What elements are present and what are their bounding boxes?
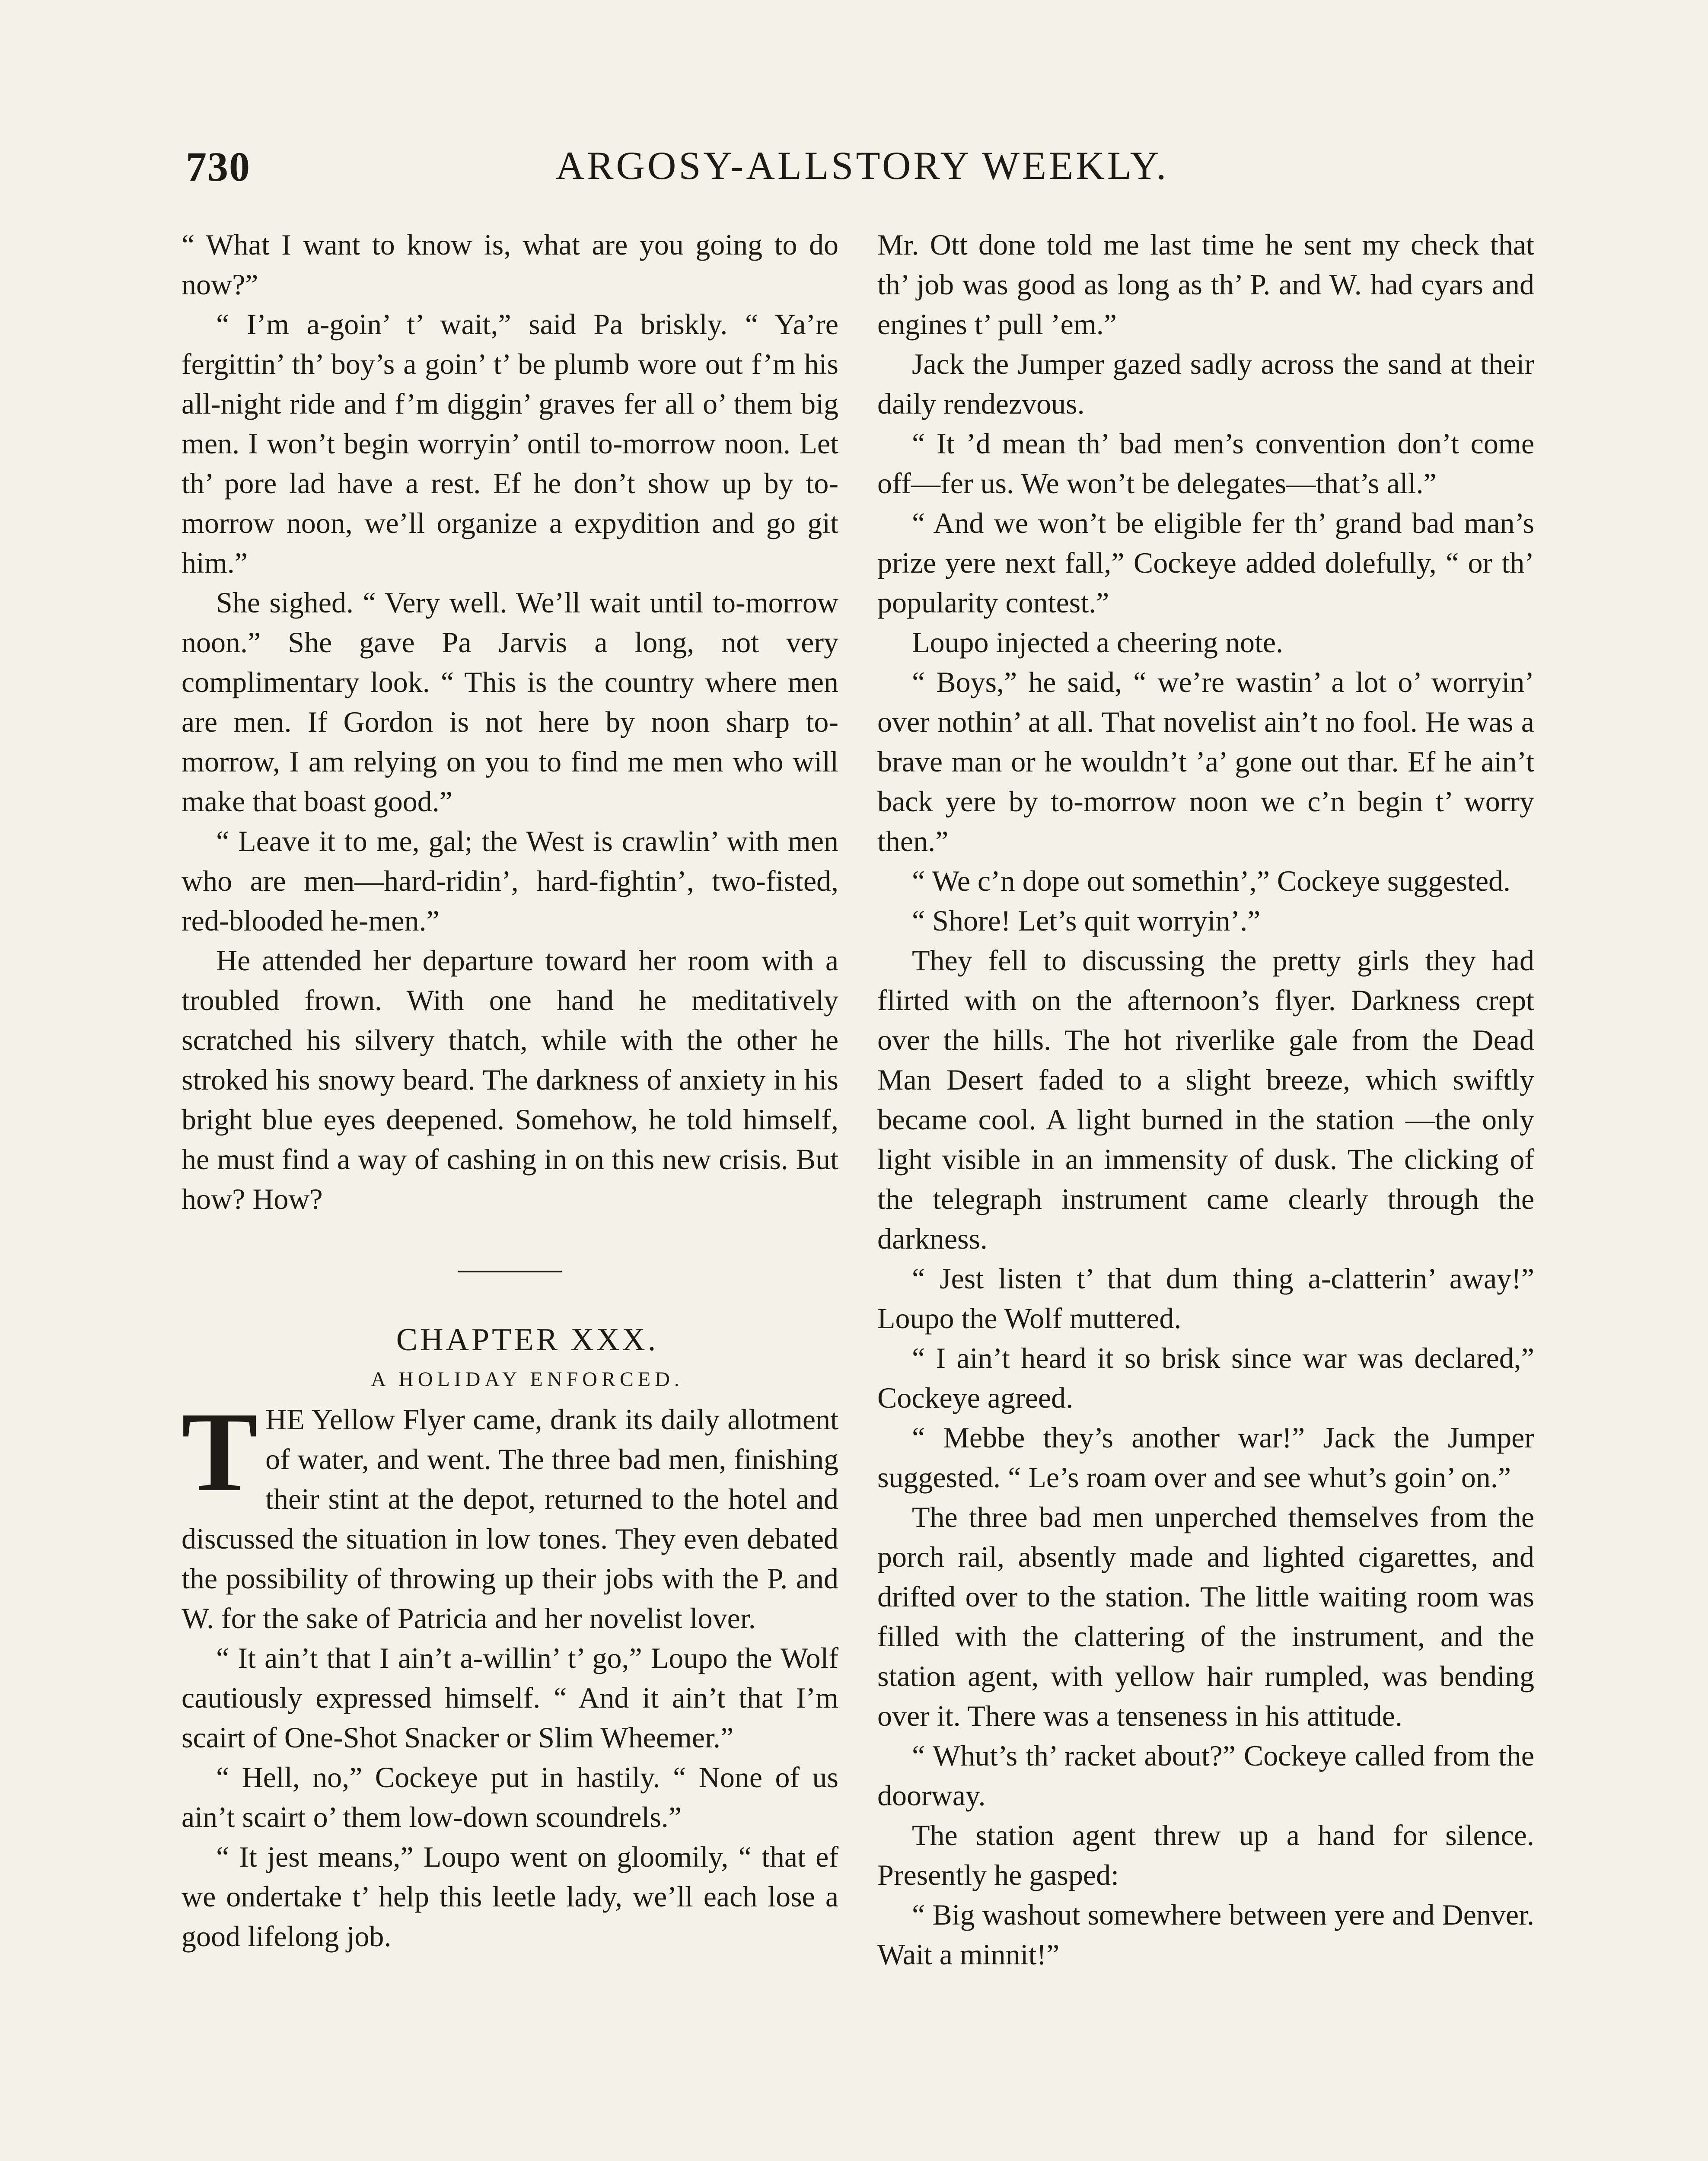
paragraph: “ I ain’t heard it so brisk since war was declared,” Cockeye agreed. <box>877 1342 1534 1414</box>
paragraph: “ Whut’s th’ racket about?” Cockeye called from the doorway. <box>877 1739 1534 1812</box>
paragraph: Loupo injected a cheering note. <box>912 626 1284 659</box>
paragraph: “ Hell, no,” Cockeye put in hastily. “ None of us ain’t scairt o’ them low-down scoundrels.” <box>182 1761 838 1833</box>
left-column <box>182 225 838 1956</box>
page-header <box>186 143 1539 199</box>
paragraph: “ What I want to know is, what are you going to do now?” <box>182 228 838 301</box>
paragraph: “ It ain’t that I ain’t a-willin’ t’ go,” Loupo the Wolf cautiously expressed himself. “ And it ain’t that I’m scairt of One-Shot Snacker or Slim Wheemer.” <box>182 1641 838 1754</box>
paragraph: They fell to discussing the pretty girls they had flirted with on the afternoon’s flyer. Darkness crept over the hills. The hot riverlike gale from the Dead Man Desert faded to a slight breeze, which swiftly became cool. A light burned in the station —the only light visible in an immensity of dusk. The clicking of the telegraph instrument came clearly through the darkness. <box>877 944 1534 1255</box>
paragraph: The three bad men unperched themselves from the porch rail, absently made and lighted cigarettes, and drifted over to the station. The little waiting room was filled with the clattering of the instrument, and the station agent, with yellow hair rumpled, was bending over it. There was a tenseness in his attitude. <box>877 1501 1534 1732</box>
chapter-opening <box>182 1389 838 1638</box>
paragraph: Jack the Jumper gazed sadly across the sand at their daily rendezvous. <box>877 347 1534 420</box>
right-column <box>877 225 1534 1974</box>
page-number: 730 <box>186 143 251 190</box>
paragraph: “ We c’n dope out somethin’,” Cockeye suggested. <box>912 864 1511 897</box>
paragraph: “ Big washout somewhere between yere and Denver. Wait a minnit!” <box>877 1898 1534 1971</box>
paragraph: “ Boys,” he said, “ we’re wastin’ a lot o’ worryin’ over nothin’ at all. That novelist ain’t no fool. He was a brave man or he wouldn’t ’a’ gone out thar. Ef he ain’t back yere by to-morrow noon we c’n begin t’ worry then.” <box>877 666 1534 857</box>
paragraph: “ It ’d mean th’ bad men’s convention don’t come off—fer us. We won’t be delegates—that’s all.” <box>877 427 1534 500</box>
running-head: ARGOSY-ALLSTORY WEEKLY. <box>555 143 1169 188</box>
chapter-subtitle: A HOLIDAY ENFORCED. <box>371 1368 684 1391</box>
section-divider <box>458 1271 562 1272</box>
paragraph: The station agent threw up a hand for silence. Presently he gasped: <box>877 1819 1534 1891</box>
paragraph: “ Shore! Let’s quit worryin’.” <box>912 904 1261 937</box>
paragraph-continued: Mr. Ott done told me last time he sent my check that th’ job was good as long as th’ P. and W. had cyars and engines t’ pull ’em.” <box>877 228 1534 341</box>
chapter-title: CHAPTER XXX. <box>396 1322 659 1358</box>
paragraph: He attended her departure toward her room with a troubled frown. With one hand he meditatively scratched his silvery thatch, while with the other he stroked his snowy beard. The darkness of anxiety in his bright blue eyes deepened. Somehow, he told himself, he must find a way of cashing in on this new crisis. But how? How? <box>182 944 838 1215</box>
chapter-opening-text: HE Yellow Flyer came, drank its daily allotment of water, and went. The three bad men, finishing their stint at the depot, returned to the hotel and discussed the situation in low tones. They even debated the possibility of throwing up their jobs with the P. and W. for the sake of Patricia and her novelist lover. <box>182 1403 838 1635</box>
paragraph: “ I’m a-goin’ t’ wait,” said Pa briskly. “ Ya’re fergittin’ th’ boy’s a goin’ t’ be plumb wore out f’m his all-night ride and f’m diggin’ graves fer all o’ them big men. I won’t begin worryin’ ontil to-morrow noon. Let th’ pore lad have a rest. Ef he don’t show up by to-morrow noon, we’ll organize a expydition and go git him.” <box>182 308 838 579</box>
paragraph: “ It jest means,” Loupo went on gloomily, “ that ef we ondertake t’ help this leetle lady, we’ll each lose a good lifelong job. <box>182 1840 838 1953</box>
paragraph: “ And we won’t be eligible fer th’ grand bad man’s prize yere next fall,” Cockeye added dolefully, “ or th’ popularity contest.” <box>877 507 1534 619</box>
paragraph: “ Leave it to me, gal; the West is crawlin’ with men who are men—hard-ridin’, hard-fightin’, two-fisted, red-blooded he-men.” <box>182 825 838 937</box>
drop-cap: T <box>182 1389 258 1515</box>
paragraph: “ Jest listen t’ that dum thing a-clatterin’ away!” Loupo the Wolf muttered. <box>877 1262 1534 1335</box>
paragraph: She sighed. “ Very well. We’ll wait until to-morrow noon.” She gave Pa Jarvis a long, not very complimentary look. “ This is the country where men are men. If Gordon is not here by noon sharp to-morrow, I am relying on you to find me men who will make that boast good.” <box>182 586 838 818</box>
paragraph: “ Mebbe they’s another war!” Jack the Jumper suggested. “ Le’s roam over and see whut’s goin’ on.” <box>877 1421 1534 1494</box>
